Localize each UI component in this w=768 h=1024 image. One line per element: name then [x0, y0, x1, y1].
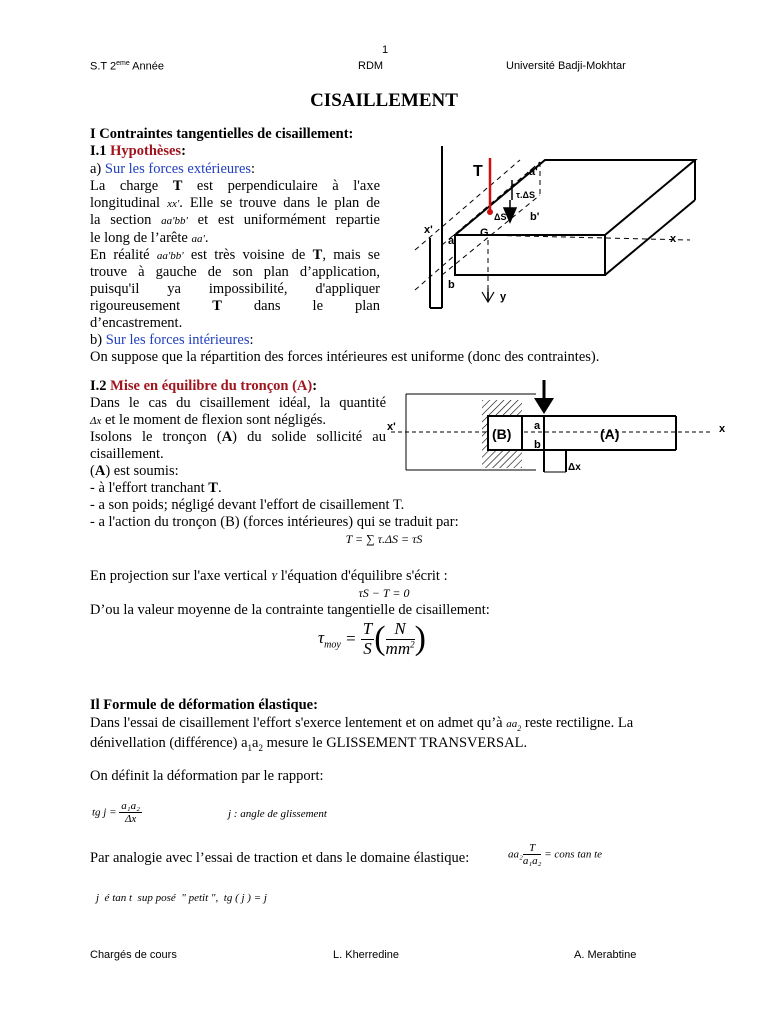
- paragraph-line: d’encastrement.: [90, 315, 183, 331]
- item-heading: b) Sur les forces intérieures:: [90, 332, 254, 348]
- item-heading: a) Sur les forces extérieures:: [90, 161, 256, 177]
- paragraph-line: le long de l’arête aa'.: [90, 230, 209, 246]
- page-title: CISAILLEMENT: [310, 90, 458, 111]
- paragraph-line: Par analogie avec l’essai de traction et dans le domaine élastique:: [90, 850, 470, 866]
- subsection-heading: I.2 Mise en équilibre du tronçon (A):: [90, 378, 318, 394]
- paragraph-line: dénivellation (différence) $a_1a_2$ mesure le GLISSEMENT TRANSVERSAL.: [90, 735, 528, 753]
- equation-shear-force: T = ∑ τ.ΔS = τS: [345, 532, 423, 546]
- label-tau-dS: τ.ΔS: [516, 190, 535, 200]
- paragraph-line: En projection sur l'axe vertical Y l'équation d'équilibre s'écrit :: [90, 568, 448, 584]
- troncon-figure: [376, 372, 738, 482]
- footer-left: Chargés de cours: [90, 949, 177, 961]
- label-x-prime: x': [424, 224, 433, 236]
- section-heading: I Contraintes tangentielles de cisaillement:: [90, 126, 354, 142]
- beam-section-figure: [400, 140, 700, 312]
- label-dx: Δx: [568, 462, 581, 473]
- paragraph-line: On définit la déformation par le rapport:: [90, 768, 324, 784]
- equation-equilibrium: τS − T = 0: [358, 586, 410, 600]
- header-level: S.T 2eme Année: [90, 60, 164, 73]
- paragraph-line: Dans le cas du cisaillement idéal, la quantité: [90, 395, 386, 411]
- label-a: a: [448, 235, 455, 247]
- header-university: Université Badji-Mokhtar: [506, 60, 626, 72]
- paragraph-line: (A) est soumis:: [90, 463, 179, 479]
- label-x: x: [670, 233, 677, 245]
- page-number: 1: [382, 44, 389, 56]
- label-dS: ΔS: [494, 212, 507, 222]
- paragraph-line: On suppose que la répartition des forces intérieures est uniforme (donc des contraintes).: [90, 349, 600, 365]
- equation-glissement: tg j = $\frac{\text{a₁a₂}}{\Delta x}$: [92, 800, 140, 826]
- label-b: b: [448, 279, 455, 291]
- glissement-note: j : angle de glissement: [228, 808, 327, 820]
- paragraph-line: D’ou la valeur moyenne de la contrainte tangentielle de cisaillement:: [90, 602, 490, 618]
- label-b-prime: b': [530, 211, 540, 223]
- label-T: T: [473, 163, 483, 180]
- label-B: (B): [492, 426, 512, 442]
- subsection-heading: I.1 Hypothèses:: [90, 143, 186, 159]
- label-x: x: [719, 423, 726, 435]
- label-a: a: [534, 420, 541, 432]
- paragraph-line: - à l'effort tranchant T.: [90, 480, 222, 496]
- paragraph-line: longitudinal xx'. Elle se trouve dans le plan de: [90, 195, 380, 211]
- footer-center: L. Kherredine: [333, 949, 400, 961]
- equation-analogy: aa₂ $\frac{T}{\text{a₁a₂}}$ = cons tan te: [508, 842, 603, 868]
- paragraph-line: rigoureusement T dans le plan: [90, 298, 380, 314]
- section-heading: Il Formule de déformation élastique:: [90, 697, 318, 713]
- paragraph-line: Δx et le moment de flexion sont négligés.: [90, 412, 327, 428]
- paragraph-line: Dans l'essai de cisaillement l'effort s'exerce lentement et on admet qu’à $aa_2$ reste rectiligne. La: [90, 715, 634, 733]
- paragraph-line: cisaillement.: [90, 446, 164, 462]
- paragraph-line: la section aa'bb' et est uniformément repartie: [90, 212, 380, 228]
- label-y: y: [500, 291, 507, 303]
- label-G: G: [480, 227, 489, 239]
- paragraph-line: - a l'action du tronçon (B) (forces intérieures) qui se traduit par:: [90, 514, 459, 530]
- footer-right: A. Merabtine: [574, 949, 637, 961]
- label-b: b: [534, 439, 541, 451]
- paragraph-line: trouve à gauche de son plan d’application,: [90, 264, 380, 280]
- label-A: (A): [600, 426, 620, 442]
- equation-small-angle: j é tan t sup posé " petit ", tg ( j ) = j: [96, 892, 267, 904]
- equation-mean-stress: $\tau_{moy}$ = $\frac{T}{S}$ ( $\frac{N}{mm^2}$ ): [318, 619, 426, 658]
- header-subject: RDM: [358, 60, 384, 72]
- paragraph-line: puisqu'il ya impossibilité, d'appliquer: [90, 281, 380, 297]
- label-x-prime: x': [387, 421, 396, 433]
- paragraph-line: En réalité aa'bb' est très voisine de T, mais se: [90, 247, 380, 263]
- paragraph-line: - a son poids; négligé devant l'effort de cisaillement T.: [90, 497, 405, 513]
- label-a-prime: a': [529, 166, 538, 178]
- paragraph-line: Isolons le tronçon (A) du solide sollicité au: [90, 429, 386, 445]
- paragraph-line: La charge T est perpendiculaire à l'axe: [90, 178, 380, 194]
